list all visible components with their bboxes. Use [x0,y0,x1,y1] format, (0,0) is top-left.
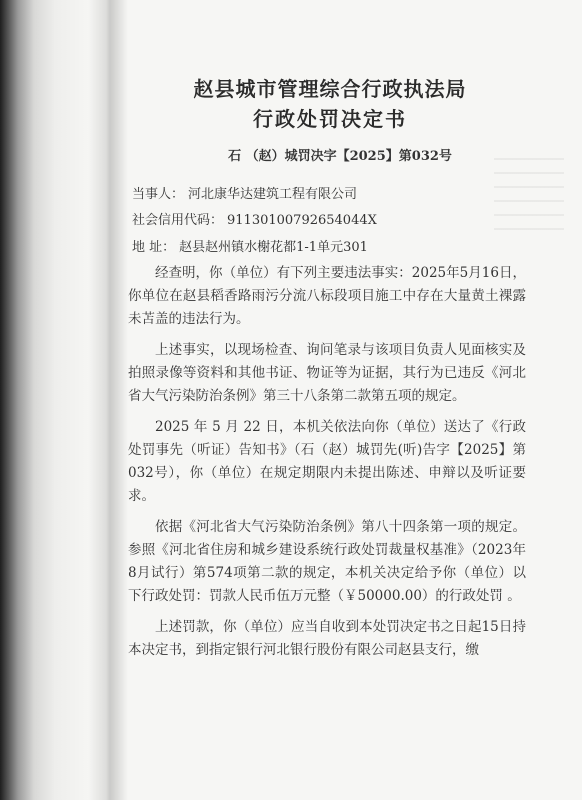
address-label: 地 址： [132,240,176,255]
document-title: 行政处罚决定书 [253,107,407,131]
credit-code-value: 91130100792654044X [227,213,377,228]
paragraph-penalty: 依据《河北省大气污染防治条例》第八十四条第一项的规定。参照《河北省住房和城乡建设系统行政处罚裁量权基准》（2023年8月试行）第574项第二款的规定，本机关决定给予你（单位）以下行政处罚：罚款人民币伍万元整（￥50000.00）的行政处罚 。 [128,519,526,604]
issuing-authority: 赵县城市管理综合行政执法局 [193,77,467,101]
party-value: 河北康华达建筑工程有限公司 [188,187,358,202]
paragraph-notice: 2025 年 5 月 22 日，本机关依法向你（单位）送达了《行政处罚事先（听证）告知书》（石（赵）城罚先(听)告字【2025】第032号），你（单位）在规定期限内未提出陈述、申辩以及听证要求。 [128,419,526,504]
paragraph-facts: 经查明，你（单位）有下列主要违法事实：2025年5月16日，你单位在赵县稻香路雨污分流八标段项目施工中存在大量黄土裸露未苫盖的违法行为。 [128,265,526,327]
paragraph-payment: 上述罚款，你（单位）应当自收到本处罚决定书之日起15日持本决定书，到指定银行河北银行股份有限公司赵县支行，缴 [128,619,526,658]
address-line [132,236,368,255]
party-label: 当事人： [132,187,185,202]
reference-number: 石 （赵）城罚决字【2025】第032号 [228,149,452,164]
document-body [128,262,526,668]
party-line [132,183,357,202]
credit-code-line [132,209,377,228]
binding-shadow [88,0,128,800]
credit-code-label: 社会信用代码： [132,213,224,228]
paragraph-evidence: 上述事实，以现场检查、询问笔录与该项目负责人见面核实及拍照录像等资料和其他书证、物证等为证据，其行为已违反《河北省大气污染防治条例》第三十八条第二款第五项的规定。 [128,342,526,404]
address-value: 赵县赵州镇水榭花都1-1单元301 [179,240,368,255]
